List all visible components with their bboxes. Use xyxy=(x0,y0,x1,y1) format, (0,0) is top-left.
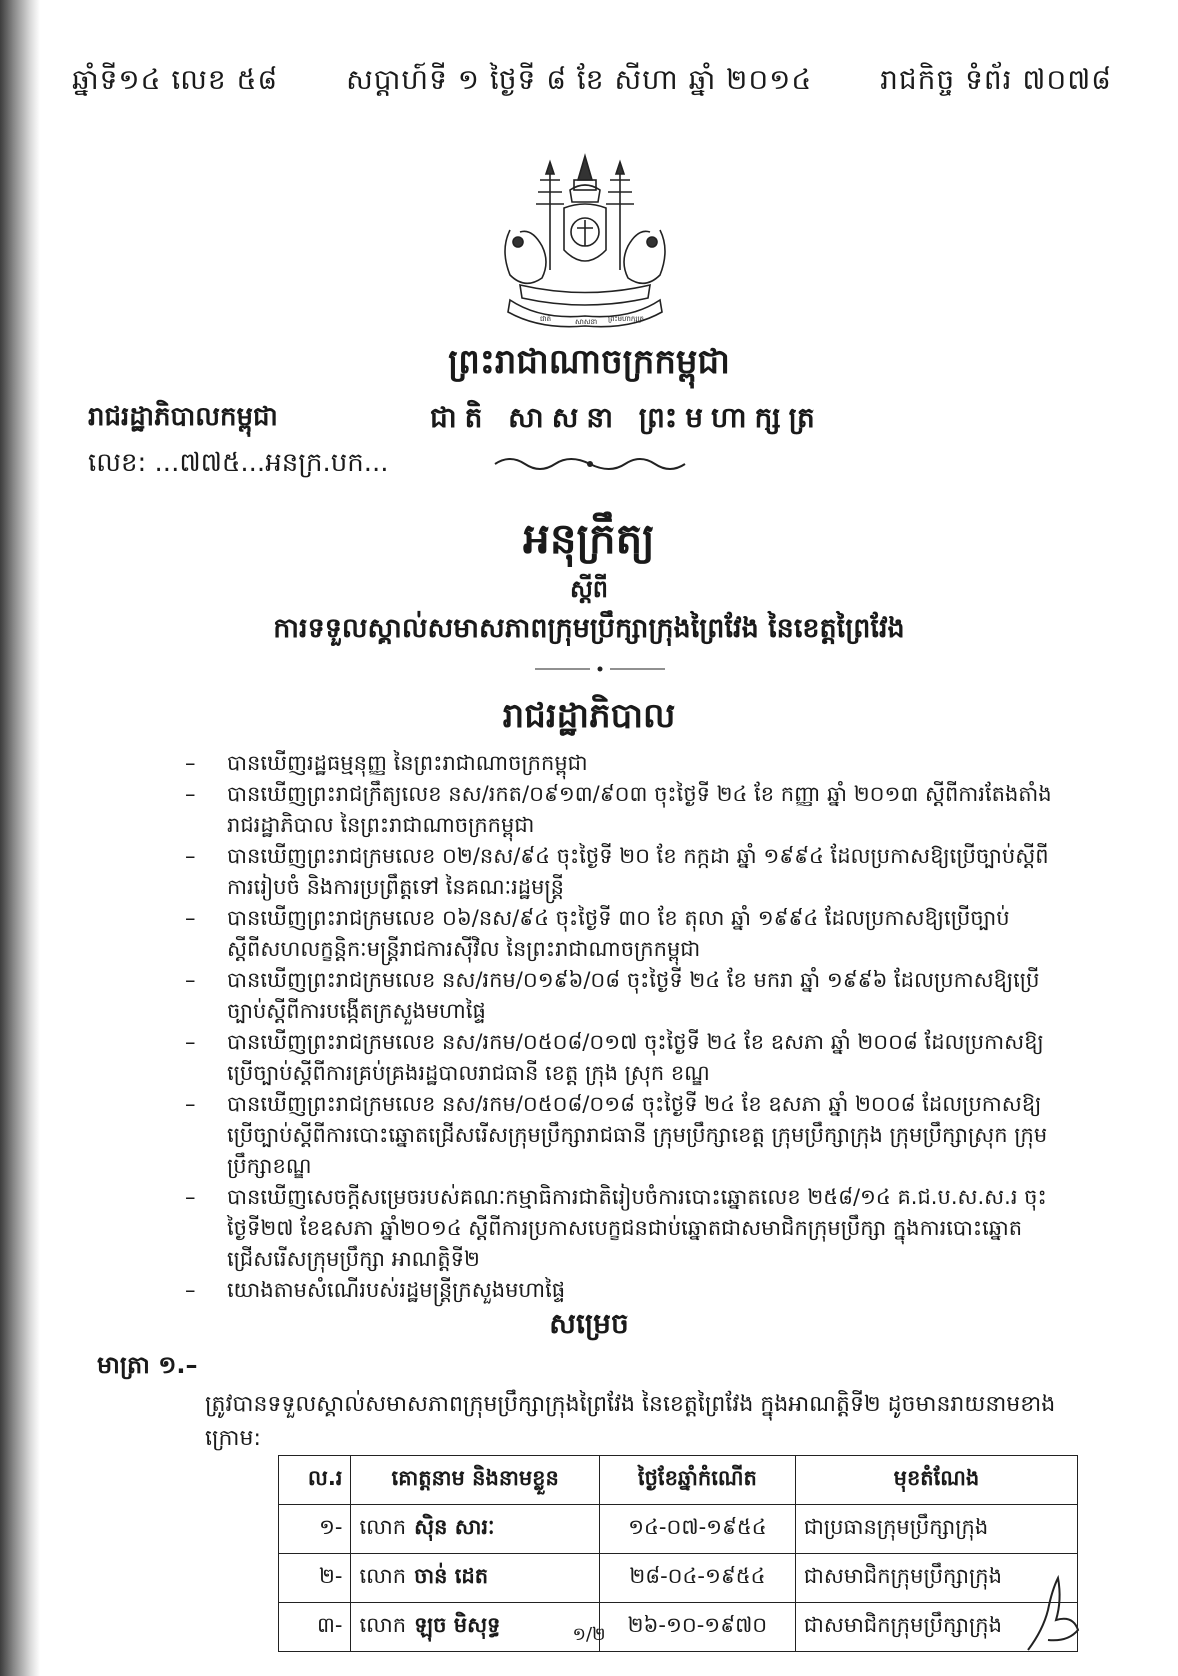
cell-number: ២- xyxy=(279,1554,351,1603)
cell-name xyxy=(351,1554,599,1603)
cell-number: ១- xyxy=(279,1505,351,1554)
gazette-header xyxy=(72,62,1112,103)
col-header-name: គោត្តនាម និងនាមខ្លួន xyxy=(351,1456,599,1505)
reference-number: លេខ: ...៧៧៥...អនក្រ.បក... xyxy=(88,448,389,478)
decision-heading: សម្រេច xyxy=(549,1307,629,1340)
cell-role: ជាប្រធានក្រុមប្រឹក្សាក្រុង xyxy=(795,1505,1077,1554)
cell-dob: ២៦-១០-១៩៧០ xyxy=(599,1603,795,1652)
banner-center: សាសនា xyxy=(575,318,598,326)
consideration-item: – បានឃើញព្រះរាជក្រមលេខ នស/រកម/០៥០៨/០១៨ ចុះថ្ងៃទី ២៤ ខែ ឧសភា ឆ្នាំ ២០០៨ ដែលប្រកាសឱ្យប្រើច្បាប់ស្តីពីការបោះឆ្នោតជ្រើសរើសក្រុមប្រឹក្សារាជធានី ក្រុមប្រឹក្សាខេត្ត ក្រុមប្រឹក្សាក្រុង ក្រុមប្រឹក្សាស្រុក ក្រុមប្រឹក្សាខណ្ឌ xyxy=(185,1089,1065,1182)
member-name: ឡុច មិសុទ្ធ xyxy=(414,1612,501,1637)
kingdom-title: ព្រះរាជាណាចក្រកម្ពុជា xyxy=(448,342,730,382)
col-header-number: ល.រ xyxy=(279,1456,351,1505)
gazette-date: សប្តាហ៍ទី ១ ថ្ងៃទី ៨ ខែ សីហា ឆ្នាំ ២០១៤ xyxy=(346,63,813,96)
consideration-item: – បានឃើញព្រះរាជក្រឹត្យលេខ នស/រកត/០៩១៣/៩០៣ ចុះថ្ងៃទី ២៤ ខែ កញ្ញា ឆ្នាំ ២០១៣ ស្តីពីការតែងតាំងរាជរដ្ឋាភិបាល នៃព្រះរាជាណាចក្រកម្ពុជា xyxy=(185,779,1065,841)
cell-role: ជាសមាជិកក្រុមប្រឹក្សាក្រុង xyxy=(795,1603,1077,1652)
cell-name xyxy=(351,1505,599,1554)
scan-edge-shadow xyxy=(0,0,40,1676)
banner-right: ព្រះមហាក្សត្រ xyxy=(608,315,644,323)
line-divider-icon xyxy=(535,664,665,674)
banner-left: ជាតិ xyxy=(540,315,552,323)
consideration-item: – យោងតាមសំណើរបស់រដ្ឋមន្ត្រីក្រសួងមហាផ្ទៃ xyxy=(185,1275,1065,1306)
page-number: ១/២ xyxy=(572,1624,606,1645)
cell-dob: ២៨-០៤-១៩៥៤ xyxy=(599,1554,795,1603)
table-row xyxy=(279,1505,1078,1554)
member-name: ចាន់ ដេត xyxy=(414,1563,489,1588)
table-row xyxy=(279,1554,1078,1603)
document-subject: ការទទួលស្គាល់សមាសភាពក្រុមប្រឹក្សាក្រុងព្រៃវែង នៃខេត្តព្រៃវែង xyxy=(273,613,905,644)
gazette-page: រាជកិច្ច ទំព័រ ៧០៧៨ xyxy=(880,63,1112,96)
consideration-item: – បានឃើញព្រះរាជក្រមលេខ នស/រកម/០១៩៦/០៨ ចុះថ្ងៃទី ២៤ ខែ មករា ឆ្នាំ ១៩៩៦ ដែលប្រកាសឱ្យប្រើច្បាប់ស្តីពីការបង្កើតក្រសួងមហាផ្ទៃ xyxy=(185,965,1065,1027)
ornament-divider-icon xyxy=(490,452,690,476)
national-motto: ជាតិ សាសនា ព្រះមហាក្សត្រ xyxy=(430,401,823,434)
table-header-row xyxy=(279,1456,1078,1505)
document-type: អនុក្រឹត្យ xyxy=(523,514,655,563)
considerations-list xyxy=(185,748,1065,1306)
article-body: ត្រូវបានទទួលស្គាល់សមាសភាពក្រុមប្រឹក្សាក្រុងព្រៃវែង នៃខេត្តព្រៃវែង ក្នុងអាណត្តិទី២ ដូចមានរាយនាមខាងក្រោម: xyxy=(205,1392,1056,1451)
consideration-item: – បានឃើញរដ្ឋធម្មនុញ្ញ នៃព្រះរាជាណាចក្រកម្ពុជា xyxy=(185,748,1065,779)
col-header-role: មុខតំណែង xyxy=(795,1456,1077,1505)
member-name: ស៊ិន សារៈ xyxy=(414,1514,495,1539)
gazette-year-issue: ឆ្នាំទី១៤ លេខ ៥៨ xyxy=(72,63,279,96)
member-title: លោក xyxy=(359,1563,407,1588)
col-header-dob: ថ្ងៃខែឆ្នាំកំណើត xyxy=(599,1456,795,1505)
consideration-item: – បានឃើញព្រះរាជក្រមលេខ ០២/នស/៩៤ ចុះថ្ងៃទី ២០ ខែ កក្កដា ឆ្នាំ ១៩៩៤ ដែលប្រកាសឱ្យប្រើច្បាប់ស្តីពីការរៀបចំ និងការប្រព្រឹត្តទៅ នៃគណៈរដ្ឋមន្ត្រី xyxy=(185,841,1065,903)
member-title: លោក xyxy=(359,1612,407,1637)
article-label: មាត្រា ១.– xyxy=(97,1351,198,1379)
cell-dob: ១៤-០៧-១៩៥៤ xyxy=(599,1505,795,1554)
consideration-item: – បានឃើញព្រះរាជក្រមលេខ ០៦/នស/៩៤ ចុះថ្ងៃទី ៣០ ខែ តុលា ឆ្នាំ ១៩៩៤ ដែលប្រកាសឱ្យប្រើច្បាប់ស្តីពីសហលក្ខន្តិកៈមន្ត្រីរាជការស៊ីវិល នៃព្រះរាជាណាចក្រកម្ពុជា xyxy=(185,903,1065,965)
issuing-authority: រាជរដ្ឋាភិបាលកម្ពុជា xyxy=(88,402,278,432)
initials-signature-icon xyxy=(1018,1570,1088,1660)
consideration-item: – បានឃើញសេចក្តីសម្រេចរបស់គណៈកម្មាធិការជាតិរៀបចំការបោះឆ្នោតលេខ ២៥៨/១៤ គ.ជ.ប.ស.ស.រ ចុះថ្ងៃទី២៧ ខែឧសភា ឆ្នាំ២០១៤ ស្តីពីការប្រកាសបេក្ខជនជាប់ឆ្នោតជាសមាជិកក្រុមប្រឹក្សា ក្នុងការបោះឆ្នោតជ្រើសរើសក្រុមប្រឹក្សា អាណត្តិទី២ xyxy=(185,1182,1065,1275)
royal-coat-of-arms-icon xyxy=(480,150,690,330)
member-title: លោក xyxy=(359,1514,407,1539)
cell-role: ជាសមាជិកក្រុមប្រឹក្សាក្រុង xyxy=(795,1554,1077,1603)
about-label: ស្តីពី xyxy=(569,575,609,603)
government-heading: រាជរដ្ឋាភិបាល xyxy=(502,696,676,736)
consideration-item: – បានឃើញព្រះរាជក្រមលេខ នស/រកម/០៥០៨/០១៧ ចុះថ្ងៃទី ២៤ ខែ ឧសភា ឆ្នាំ ២០០៨ ដែលប្រកាសឱ្យប្រើច្បាប់ស្តីពីការគ្រប់គ្រងរដ្ឋបាលរាជធានី ខេត្ត ក្រុង ស្រុក ខណ្ឌ xyxy=(185,1027,1065,1089)
cell-number: ៣- xyxy=(279,1603,351,1652)
